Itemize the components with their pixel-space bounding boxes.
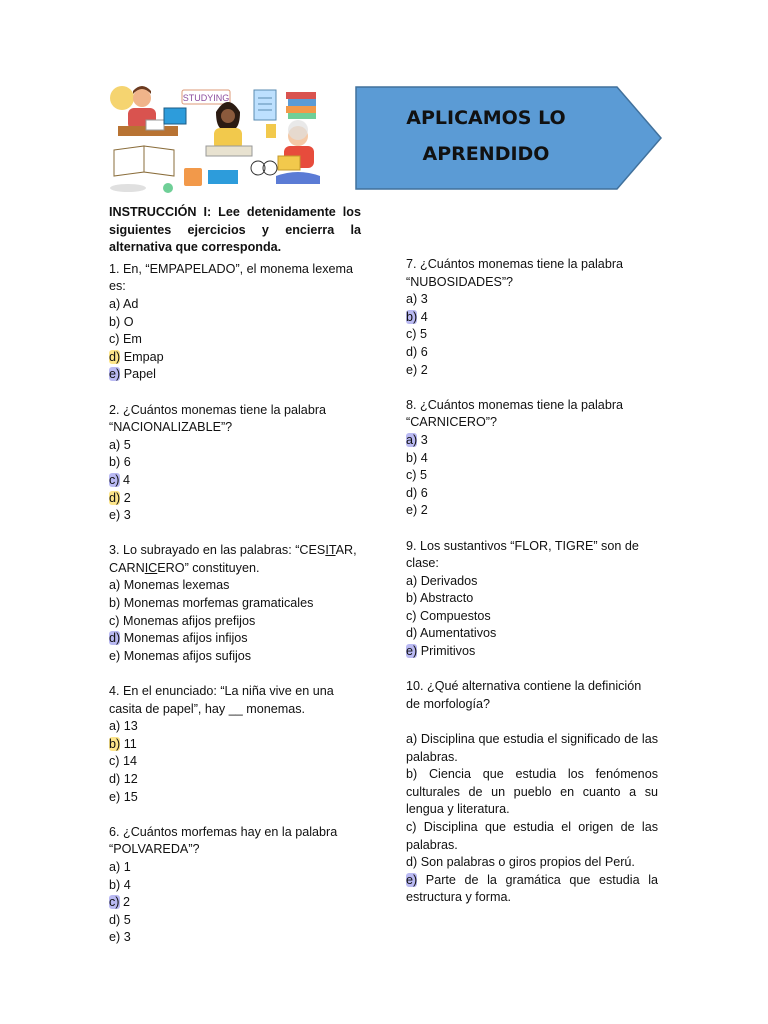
question-1-stem-line-1: 1. En, “EMPAPELADO”, el monema lexema xyxy=(109,261,354,276)
option-3a[interactable]: a) Monemas lexemas xyxy=(109,578,230,593)
option-4d[interactable]: d) 12 xyxy=(109,772,138,786)
question-4 xyxy=(109,683,361,806)
option-9d[interactable]: d) Aumentativos xyxy=(406,626,497,641)
instruction-text: INSTRUCCIÓN I: Lee detenidamente los siguientes ejercicios y encierra la alternativa que corresponda. xyxy=(109,205,361,255)
option-6e[interactable]: e) 3 xyxy=(109,930,131,945)
option-7b[interactable]: b) 4 xyxy=(406,309,428,324)
option-10b[interactable]: b) Ciencia que estudia los fenómenos culturales de un pueblo en cuanto a su lengua y literatura. xyxy=(406,767,658,817)
option-3e[interactable]: e) Monemas afijos sufijos xyxy=(109,648,252,663)
question-7-stem-line-1: 7. ¿Cuántos monemas tiene la palabra xyxy=(406,257,624,271)
option-4c[interactable]: c) 14 xyxy=(109,754,137,769)
question-2-stem-line-1: 2. ¿Cuántos monemas tiene la palabra xyxy=(109,402,327,417)
option-4e[interactable]: e) 15 xyxy=(109,789,138,804)
right-column xyxy=(406,256,658,925)
spacer xyxy=(406,713,658,731)
question-6-stem-line-1: 6. ¿Cuántos morfemas hay en la palabra xyxy=(109,824,338,839)
question-8-stem-line-1: 8. ¿Cuántos monemas tiene la palabra xyxy=(406,397,624,412)
option-9c[interactable]: c) Compuestos xyxy=(406,608,491,623)
option-1c[interactable]: c) Em xyxy=(109,332,142,347)
option-1b[interactable]: b) O xyxy=(109,314,134,329)
option-2d[interactable]: d) 2 xyxy=(109,490,131,505)
question-3-stem-line-2: CARNICERO” constituyen. xyxy=(109,560,260,575)
mark-highlight-yellow: d) xyxy=(109,490,121,505)
option-7a[interactable]: a) 3 xyxy=(406,292,428,307)
option-4b[interactable]: b) 11 xyxy=(109,736,137,751)
option-3b[interactable]: b) Monemas morfemas gramaticales xyxy=(109,596,314,611)
option-4a[interactable]: a) 13 xyxy=(109,719,138,734)
students-illustration xyxy=(108,84,332,194)
option-10c[interactable]: c) Disciplina que estudia el origen de las palabras. xyxy=(406,820,658,852)
banner-line-2: APRENDIDO xyxy=(422,143,550,165)
option-2a[interactable]: a) 5 xyxy=(109,437,131,452)
option-1d[interactable]: d) Empap xyxy=(109,349,164,364)
question-4-stem-line-2: casita de papel”, hay __ monemas. xyxy=(109,701,306,716)
mark-highlight-blue: e) xyxy=(406,872,418,887)
option-7e[interactable]: e) 2 xyxy=(406,362,428,377)
option-6c[interactable]: c) 2 xyxy=(109,895,131,910)
option-2e[interactable]: e) 3 xyxy=(109,508,131,523)
question-2-stem-line-2: “NACIONALIZABLE”? xyxy=(109,420,233,435)
question-10 xyxy=(406,678,658,907)
option-1a[interactable]: a) Ad xyxy=(109,296,139,311)
mark-highlight-yellow: d) xyxy=(109,349,121,364)
question-6-stem-line-2: “POLVAREDA”? xyxy=(109,842,200,857)
option-3d[interactable]: d) Monemas afijos infijos xyxy=(109,631,248,646)
option-6b[interactable]: b) 4 xyxy=(109,877,131,892)
question-9-stem-line-1: 9. Los sustantivos “FLOR, TIGRE” son de xyxy=(406,538,639,553)
banner-title xyxy=(355,100,617,172)
question-8 xyxy=(406,397,658,520)
option-8d[interactable]: d) 6 xyxy=(406,485,428,500)
title-banner xyxy=(355,86,663,190)
mark-highlight-blue: c) xyxy=(109,895,120,910)
question-7 xyxy=(406,256,658,379)
question-9 xyxy=(406,538,658,661)
question-8-stem-line-2: “CARNICERO”? xyxy=(406,415,497,430)
option-9a[interactable]: a) Derivados xyxy=(406,573,478,588)
option-6a[interactable]: a) 1 xyxy=(109,859,131,874)
question-10-stem-line-1: 10. ¿Qué alternativa contiene la definición xyxy=(406,679,642,694)
mark-highlight-yellow: b) xyxy=(109,736,121,751)
option-7d[interactable]: d) 6 xyxy=(406,344,428,359)
mark-highlight-blue: a) xyxy=(406,432,418,447)
option-6d[interactable]: d) 5 xyxy=(109,912,131,927)
mark-highlight-blue: e) xyxy=(109,367,121,382)
question-1 xyxy=(109,261,361,384)
option-2c[interactable]: c) 4 xyxy=(109,472,131,487)
question-6 xyxy=(109,824,361,947)
option-8c[interactable]: c) 5 xyxy=(406,468,427,483)
question-4-stem-line-1: 4. En el enunciado: “La niña vive en una xyxy=(109,684,334,699)
option-10d[interactable]: d) Son palabras o giros propios del Perú. xyxy=(406,855,635,870)
question-9-stem-line-2: clase: xyxy=(406,556,439,571)
option-10e[interactable]: e) Parte de la gramática que estudia la estructura y forma. xyxy=(406,872,658,905)
banner-line-1: APLICAMOS LO xyxy=(406,107,566,129)
option-8b[interactable]: b) 4 xyxy=(406,450,428,465)
mark-highlight-blue: b) xyxy=(406,309,418,324)
option-3c[interactable]: c) Monemas afijos prefijos xyxy=(109,613,256,628)
option-7c[interactable]: c) 5 xyxy=(406,327,427,342)
option-2b[interactable]: b) 6 xyxy=(109,455,131,470)
option-10a[interactable]: a) Disciplina que estudia el significado de las palabras. xyxy=(406,732,658,764)
question-1-stem-line-2: es: xyxy=(109,279,126,294)
mark-highlight-blue: e) xyxy=(406,644,418,659)
question-2 xyxy=(109,402,361,525)
left-column xyxy=(109,204,361,965)
question-3-stem-line-1: 3. Lo subrayado en las palabras: “CESITAR, xyxy=(109,543,357,558)
mark-highlight-blue: d) xyxy=(109,631,121,646)
question-3 xyxy=(109,542,361,665)
option-9e[interactable]: e) Primitivos xyxy=(406,644,476,659)
option-9b[interactable]: b) Abstracto xyxy=(406,591,474,606)
question-10-stem-line-2: de morfología? xyxy=(406,696,491,711)
option-8e[interactable]: e) 2 xyxy=(406,503,428,518)
question-7-stem-line-2: “NUBOSIDADES”? xyxy=(406,274,514,289)
option-1e[interactable]: e) Papel xyxy=(109,367,156,382)
option-8a[interactable]: a) 3 xyxy=(406,432,428,447)
studying-sticker-text: STUDYING xyxy=(182,93,230,103)
mark-highlight-blue: c) xyxy=(109,472,120,487)
